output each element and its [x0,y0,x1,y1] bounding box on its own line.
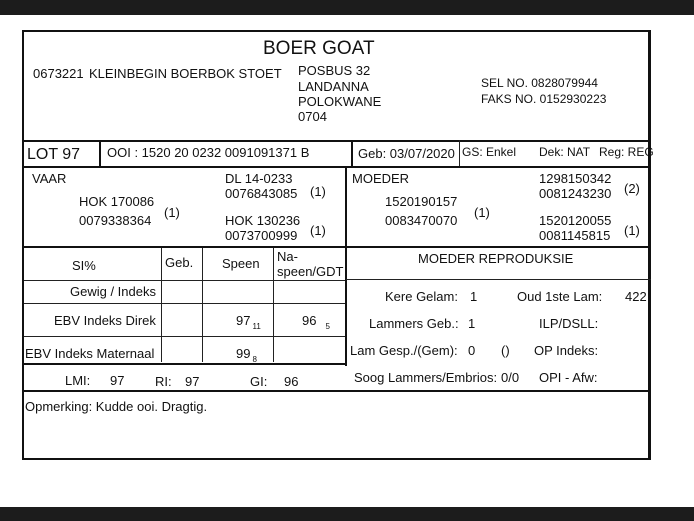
fax-number: FAKS NO. 0152930223 [481,92,607,106]
divider [346,279,651,280]
remarks: Opmerking: Kudde ooi. Dragtig. [25,399,208,414]
kids-weaned-label: Lam Gesp./(Gem): [350,343,458,358]
divider [24,336,345,337]
times-kidded-label: Kere Gelam: [385,289,458,304]
lmi-label: LMI: [65,373,91,388]
dam-reproduction-title: MOEDER REPRODUKSIE [418,251,574,266]
sire-granddam-mark: (1) [310,223,326,238]
ilp-dsll-label: ILP/DSLL: [539,316,599,331]
divider [202,248,203,362]
sire-sire-id: HOK 170086 [79,194,155,209]
lot-number: LOT 97 [27,146,81,163]
mating-type: Dek: NAT [539,145,591,159]
divider [351,140,353,166]
address-line-1: POSBUS 32 [298,63,371,78]
divider [24,280,345,281]
lmi-value: 97 [110,373,125,388]
gi-label: GI: [250,374,268,389]
birth-column-header: Geb. [165,255,194,270]
divider [99,140,101,166]
address-line-2: LANDANNA [298,79,369,94]
divider [345,246,347,366]
address-line-4: 0704 [298,109,327,124]
divider [345,166,347,246]
age-first-kidding-value: 422 [625,289,647,304]
kids-weaned-value: 0 [468,343,476,358]
divider [273,248,274,362]
sire-sire-number: 0079338364 [79,213,152,228]
bottom-border-band [0,507,694,521]
divider [161,248,162,362]
ri-value: 97 [185,374,200,389]
kids-weaned-average: () [501,343,510,358]
divider [24,246,651,248]
postweaning-column-header-1: Na- [277,249,298,264]
divider [24,140,651,142]
ewe-id: OOI : 1520 20 0232 0091091371 B [107,145,310,160]
kids-born-value: 1 [468,316,476,331]
birth-date: Geb: 03/07/2020 [358,146,455,161]
lot-card [22,30,654,460]
birth-status: GS: Enkel [462,145,517,159]
registration-status: Reg: REG [599,145,654,159]
weaning-column-header: Speen [222,256,260,271]
ri-label: RI: [155,374,172,389]
divider [24,166,651,168]
top-border-band [0,0,694,15]
sire-granddam-id: HOK 130236 [225,213,301,228]
ebv-maternal-label: EBV Indeks Maternaal [25,346,155,361]
opi-deviation-label: OPI - Afw: [539,370,598,385]
ebv-direct-weaning: 97 $_{11}$ [236,313,261,331]
address-line-3: POLOKWANE [298,94,382,109]
card-title: BOER GOAT [263,38,375,59]
si-column-header: SI% [72,258,96,273]
divider [24,390,651,392]
dam-sire-id: 1520190157 [385,194,458,209]
op-index-label: OP Indeks: [534,343,599,358]
dam-dam-number: 0081243230 [539,186,612,201]
kids-born-label: Lammers Geb.: [369,316,459,331]
dam-sire-number: 0083470070 [385,213,458,228]
cell-number: SEL NO. 0828079944 [481,76,598,90]
breeder-name: KLEINBEGIN BOERBOK STOET [89,66,282,81]
divider [459,140,460,166]
divider [24,303,345,304]
ebv-direct-postweaning: 96 $_5$ [302,313,330,331]
dam-dam-id: 1298150342 [539,171,612,186]
dam-granddam-id: 1520120055 [539,213,612,228]
sire-dam-number: 0076843085 [225,186,298,201]
suckled-kids-embryos-label: Soog Lammers/Embrios: [354,370,498,385]
dam-label: MOEDER [352,171,410,186]
suckled-kids-embryos-value: 0/0 [501,370,520,385]
dam-dam-mark: (2) [624,181,640,196]
gi-value: 96 [284,374,299,389]
weight-index-label: Gewig / Indeks [70,284,156,299]
sire-dam-id: DL 14-0233 [225,171,293,186]
ebv-maternal-weaning: 99 $_8$ [236,346,257,364]
sire-sire-mark: (1) [164,205,180,220]
sire-dam-mark: (1) [310,184,326,199]
breeder-number: 0673221 [33,66,84,81]
dam-granddam-number: 0081145815 [539,228,611,243]
sire-label: VAAR [32,171,67,186]
ebv-direct-label: EBV Indeks Direk [54,313,156,328]
age-first-kidding-label: Oud 1ste Lam: [517,289,603,304]
dam-granddam-mark: (1) [624,223,640,238]
dam-sire-mark: (1) [474,205,490,220]
sire-granddam-number: 0073700999 [225,228,298,243]
postweaning-column-header-2: speen/GDT [277,264,344,279]
times-kidded-value: 1 [470,289,478,304]
divider [24,363,347,365]
